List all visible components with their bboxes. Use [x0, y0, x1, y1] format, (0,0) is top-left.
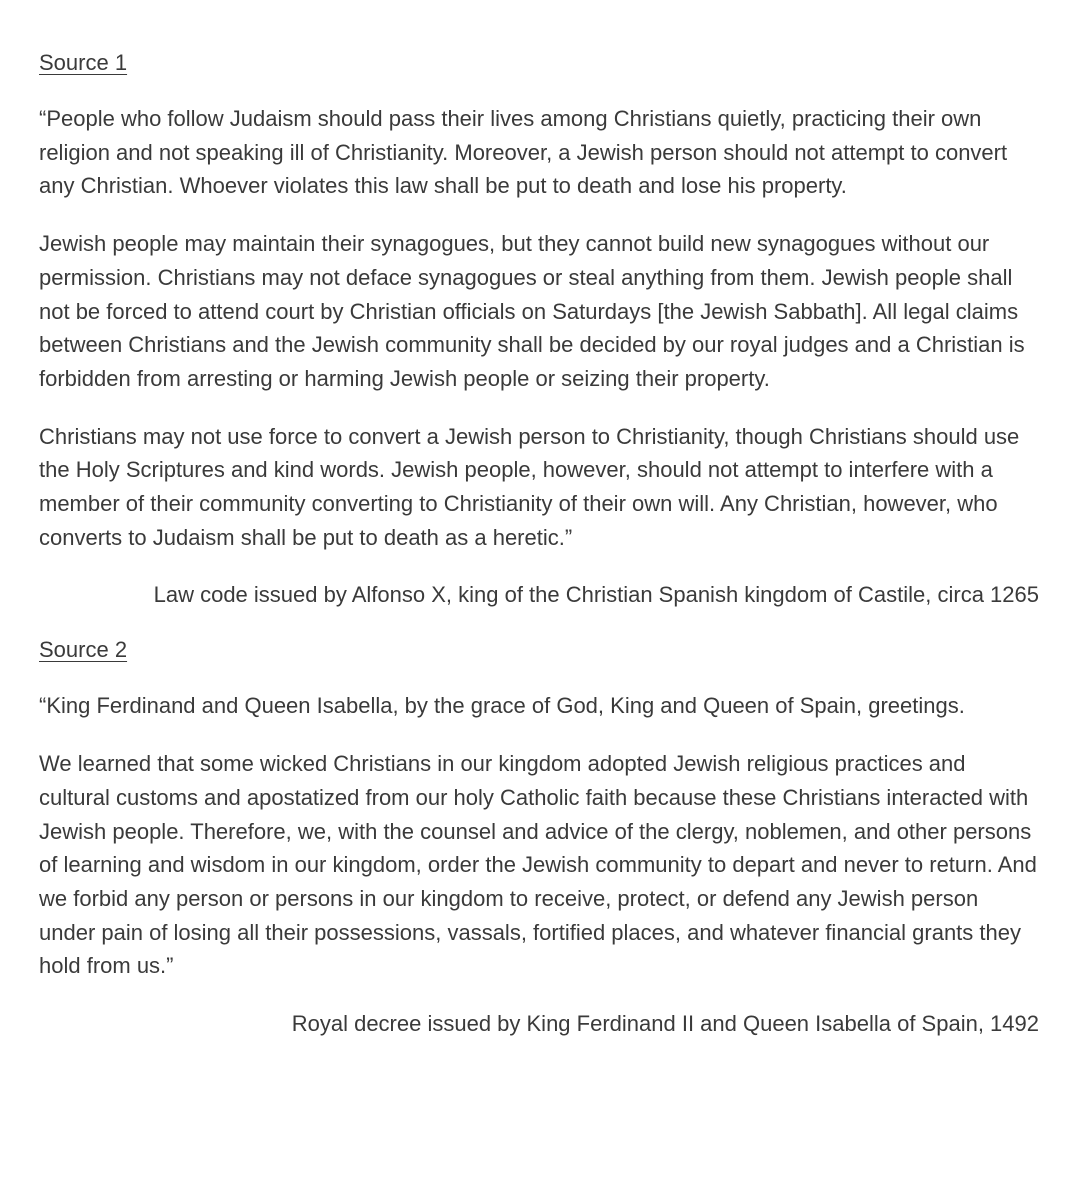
- source-2-attribution: Royal decree issued by King Ferdinand II and Queen Isabella of Spain, 1492: [291, 1011, 1039, 1037]
- source-2-paragraph-1: “King Ferdinand and Queen Isabella, by the grace of God, King and Queen of Spain, greetings.: [39, 693, 965, 719]
- source-2-heading: Source 2: [39, 637, 128, 663]
- source-1-attribution: Law code issued by Alfonso X, king of the Christian Spanish kingdom of Castile, circa 1265: [153, 582, 1039, 608]
- source-1-heading: Source 1: [39, 50, 128, 75]
- source-1-paragraph-2: Jewish people may maintain their synagogues, but they cannot build new synagogues without our permission. Christians may not deface synagogues or steal anything from them. Jewish people shall not be forced to attend court by Christian officials on Saturdays [the Jewish Sabbath]. All legal claims between Christians and the Jewish community shall be decided by our royal judges and a Christian is forbidden from arresting or harming Jewish people or seizing their property.: [39, 231, 1025, 391]
- source-1-paragraph-1: “People who follow Judaism should pass their lives among Christians quietly, practicing their own religion and not speaking ill of Christianity. Moreover, a Jewish person should not attempt to convert any Christian. Whoever violates this law shall be put to death and lose his property.: [39, 106, 1008, 199]
- source-2-paragraph-2: We learned that some wicked Christians in our kingdom adopted Jewish religious practices and cultural customs and apostatized from our holy Catholic faith because these Christians interacted with Jewish people. Therefore, we, with the counsel and advice of the clergy, noblemen, and other persons of learning and wisdom in our kingdom, order the Jewish community to depart and never to return. And we forbid any person or persons in our kingdom to receive, protect, or defend any Jewish person under pain of losing all their possessions, vassals, fortified places, and whatever financial grants they hold from us.”: [39, 751, 1037, 979]
- source-1-paragraph-3: Christians may not use force to convert a Jewish person to Christianity, though Christians should use the Holy Scriptures and kind words. Jewish people, however, should not attempt to interfere with a member of their community converting to Christianity of their own will. Any Christian, however, who converts to Judaism shall be put to death as a heretic.”: [39, 423, 1020, 550]
